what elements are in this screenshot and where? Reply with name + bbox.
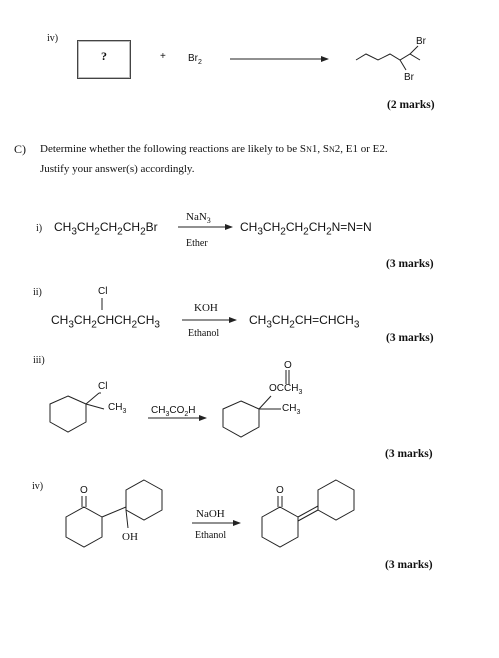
solvent-label: Ethanol [195, 530, 227, 541]
reactant-formula: $CH_3CH_2CHCH_2CH_3$ [51, 313, 160, 331]
plus-sign: + [160, 51, 166, 62]
reagent-label: KOH [194, 302, 218, 314]
marks-label: (3 marks) [385, 559, 433, 571]
marks-label: (3 marks) [386, 332, 434, 344]
chloro-substituent: Cl [98, 381, 108, 392]
reactant-formula: $CH_3CH_2CH_2CH_2Br$ [54, 220, 158, 238]
cyclohexanone-ring [66, 507, 102, 547]
dibromo-product-skeleton [356, 54, 420, 60]
cyclohexane-ring [318, 480, 354, 520]
reagent-label: $CH_3CO_2H$ [151, 405, 196, 418]
cyclohexanone-ring [262, 507, 298, 547]
carbonyl-oxygen: O [276, 485, 284, 496]
reaction-number: ii) [33, 287, 42, 298]
instruction-text-2: Justify your answer(s) accordingly. [40, 163, 195, 175]
reagent-label: NaN$_3$ [186, 211, 211, 226]
hydroxyl-group: OH [122, 531, 138, 543]
marks-label: (3 marks) [386, 258, 434, 270]
acetate-group: $OCCH_3$ [269, 383, 303, 396]
methyl-group: $CH_3$ [282, 403, 301, 416]
carbonyl-oxygen: O [80, 485, 88, 496]
unknown-mark: ? [101, 49, 107, 63]
cyclohexane-ring [50, 396, 86, 432]
carbonyl-oxygen: O [284, 360, 292, 371]
reaction-number: iv) [32, 481, 44, 492]
bromine-reagent: $Br_2$ [188, 53, 202, 66]
cyclohexane-ring [126, 480, 162, 520]
instruction-text: Determine whether the following reactions are likely to be SN1, SN2, E1 or E2. [40, 143, 388, 155]
product-bromine-top: Br [416, 36, 426, 47]
solvent-label: Ethanol [188, 328, 220, 339]
reaction-number: iii) [33, 355, 45, 366]
section-label: C) [14, 142, 26, 156]
product-bromine-bottom: Br [404, 72, 414, 83]
solvent-label: Ether [186, 238, 208, 249]
methyl-group: $CH_3$ [108, 402, 127, 415]
chloro-substituent: Cl [98, 286, 108, 297]
product-formula: $CH_3CH_2CH=CHCH_3$ [249, 313, 360, 331]
reagent-label: NaOH [196, 508, 225, 520]
cyclohexane-ring [223, 401, 259, 437]
reaction-number: i) [36, 223, 43, 234]
marks-label: (3 marks) [385, 448, 433, 460]
question-number: iv) [47, 33, 59, 44]
product-formula: $CH_3CH_2CH_2CH_2N=N=N$ [240, 220, 372, 238]
marks-label: (2 marks) [387, 99, 435, 111]
